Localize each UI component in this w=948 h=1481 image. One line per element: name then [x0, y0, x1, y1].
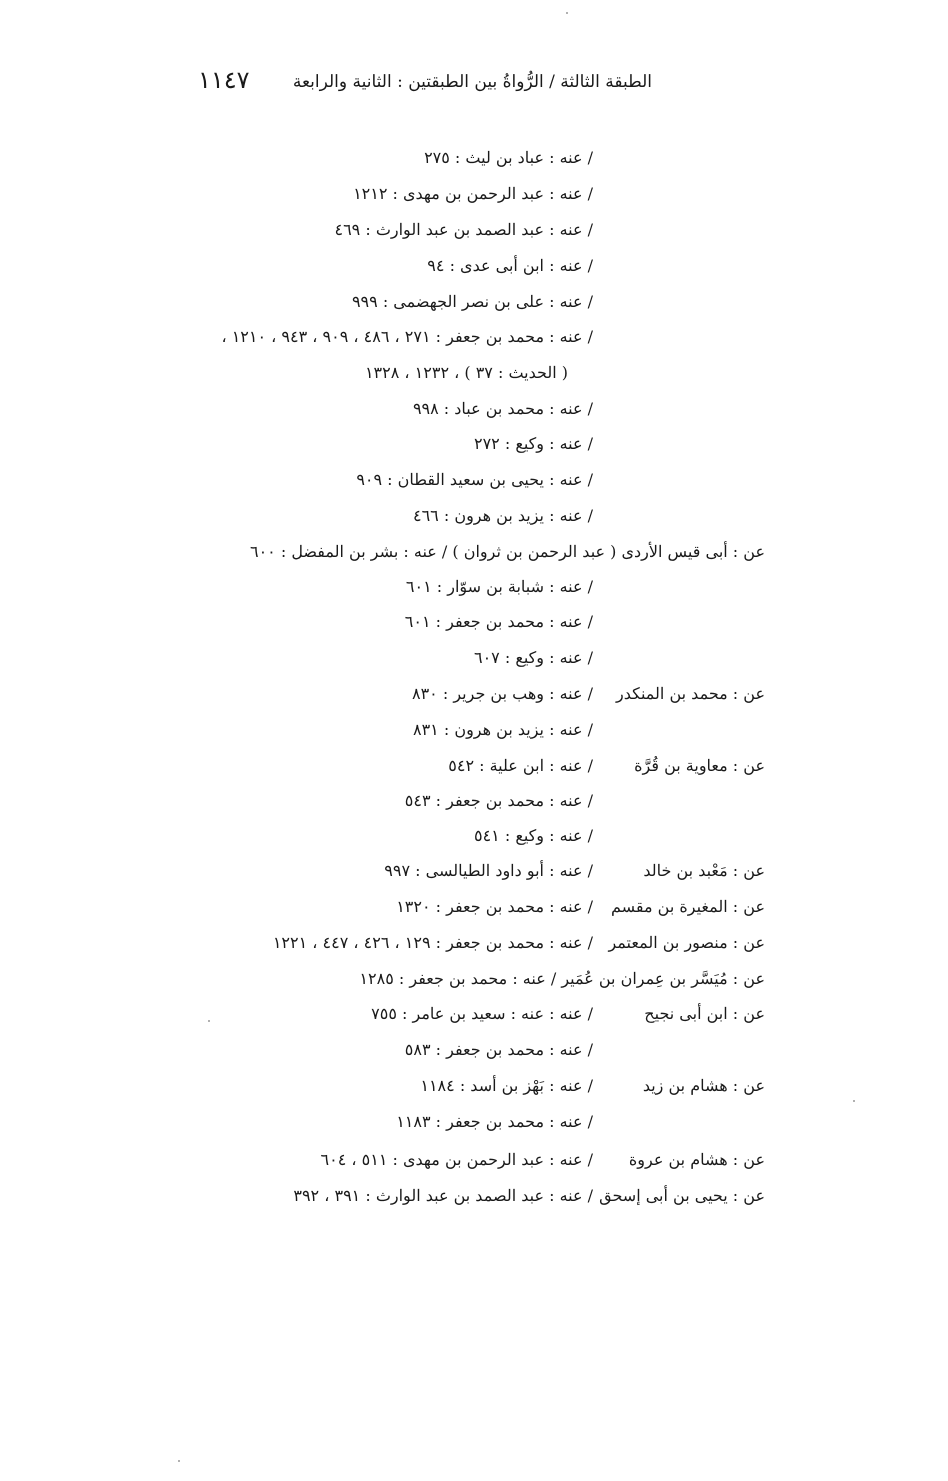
entry-line: / عنه : محمد بن جعفر : ١١٨٣	[396, 1112, 593, 1131]
narrator-name: عن : مَعْبد بن خالد	[643, 861, 765, 880]
entry-line: / عنه : محمد بن جعفر : ١٢٩ ، ٤٢٦ ، ٤٤٧ ، ١٢٢١	[272, 933, 593, 952]
entry-line: / عنه : محمد بن جعفر : ٢٧١ ، ٤٨٦ ، ٩٠٩ ، ٩٤٣ ، ١٢١٠ ،	[221, 327, 593, 346]
entry-line: / عنه : شبابة بن سوّار : ٦٠١	[405, 577, 593, 596]
entry-line: / عنه : محمد بن جعفر : ٥٨٣	[404, 1040, 593, 1059]
entry-line: / عنه : محمد بن جعفر : ٥٤٣	[404, 791, 593, 810]
narrator-name: عن : منصور بن المعتمر	[608, 933, 765, 952]
scan-speck	[853, 1100, 855, 1102]
narrator-name: عن : يحيى بن أبى إسحق	[599, 1186, 765, 1205]
entry-line: / عنه : وكيع : ٦٠٧	[473, 648, 593, 667]
narrator-entry-line: عن : أبى قيس الأردى ( عبد الرحمن بن ثروان ) / عنه : بشر بن المفضل : ٦٠٠	[249, 542, 765, 561]
entry-line: / عنه : يزيد بن هرون : ٨٣١	[412, 720, 593, 739]
entry-line: / عنه : عبد الصمد بن عبد الوارث : ٣٩١ ، ٣٩٢	[293, 1186, 593, 1205]
entry-line: / عنه : وهب بن جرير : ٨٣٠	[411, 684, 593, 703]
entry-line: / عنه : محمد بن جعفر : ١٣٢٠	[396, 897, 593, 916]
narrator-name: عن : معاوية بن قُرَّة	[634, 756, 765, 775]
narrator-name: عن : ابن أبى نجيح	[644, 1004, 765, 1023]
narrator-entry-line: عن : مُيَسَّر بن عِمران بن عُمَير / عنه : محمد بن جعفر : ١٢٨٥	[359, 969, 765, 988]
entry-line: / عنه : عباد بن ليث : ٢٧٥	[424, 148, 593, 167]
entry-line: / عنه : يحيى بن سعيد القطان : ٩٠٩	[356, 470, 593, 489]
entry-line: / عنه : عنه : سعيد بن عامر : ٧٥٥	[371, 1004, 593, 1023]
scan-speck	[566, 12, 568, 14]
scan-speck	[178, 1460, 180, 1462]
entry-line: / عنه : محمد بن جعفر : ٦٠١	[404, 612, 593, 631]
entry-line: / عنه : عبد الرحمن بن مهدى : ٥١١ ، ٦٠٤	[320, 1150, 593, 1169]
narrator-name: عن : هشام بن عروة	[628, 1150, 765, 1169]
scan-speck	[208, 1020, 210, 1022]
entry-line: / عنه : أبو داود الطيالسى : ٩٩٧	[384, 861, 593, 880]
entry-line: / عنه : على بن نصر الجهضمى : ٩٩٩	[351, 292, 593, 311]
narrator-name: عن : هشام بن زيد	[642, 1076, 765, 1095]
entry-line: / عنه : عبد الرحمن بن مهدى : ١٢١٢	[353, 184, 593, 203]
entry-line: / عنه : يزيد بن هرون : ٤٦٦	[412, 506, 593, 525]
narrator-name: عن : محمد بن المنكدر	[616, 684, 765, 703]
running-header-title: الطبقة الثالثة / الرُّواةُ بين الطبقتين : الثانية والرابعة	[292, 72, 652, 92]
page-number: ١١٤٧	[198, 66, 250, 94]
entry-line: / عنه : ابن علية : ٥٤٢	[448, 756, 593, 775]
entry-line: / عنه : عبد الصمد بن عبد الوارث : ٤٦٩	[334, 220, 593, 239]
entry-continuation-line: ( الحديث : ٣٧ ) ، ١٢٣٢ ، ١٣٢٨	[364, 363, 568, 382]
entry-line: / عنه : بَهْز بن أسد : ١١٨٤	[420, 1076, 593, 1095]
entry-line: / عنه : محمد بن عباد : ٩٩٨	[412, 399, 593, 418]
entry-line: / عنه : وكيع : ٥٤١	[473, 826, 593, 845]
narrator-name: عن : المغيرة بن مقسم	[610, 897, 765, 916]
entry-line: / عنه : وكيع : ٢٧٢	[473, 434, 593, 453]
entry-line: / عنه : ابن أبى عدى : ٩٤	[427, 256, 593, 275]
